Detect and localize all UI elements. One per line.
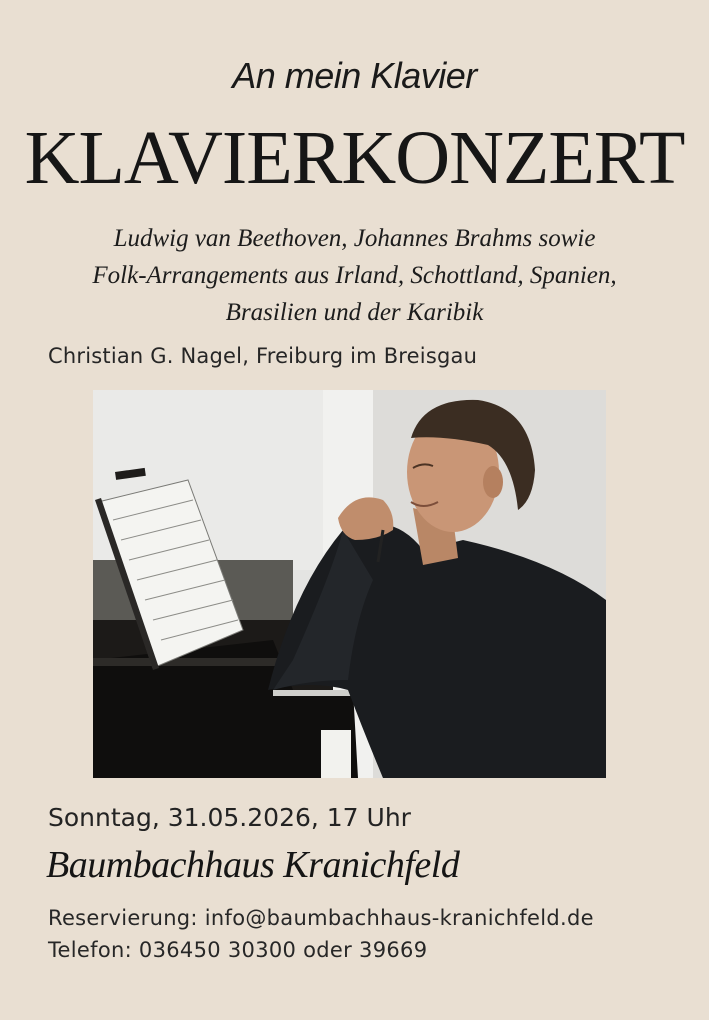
phone-contact: Telefon: 036450 30300 oder 39669 (48, 938, 428, 962)
program-line: Folk-Arrangements aus Irland, Schottland, Spanien, (92, 262, 617, 289)
reservation-contact: Reservierung: info@baumbachhaus-kranichfeld.de (48, 906, 594, 930)
program-description (0, 220, 709, 331)
program-line: Ludwig van Beethoven, Johannes Brahms sowie (113, 225, 596, 252)
poster-title: KLAVIERKONZERT (24, 116, 685, 200)
event-venue: Baumbachhaus Kranichfeld (46, 844, 460, 886)
program-line: Brasilien und der Karibik (225, 299, 484, 326)
pianist-photo (93, 390, 606, 778)
pianist-illustration (93, 390, 606, 778)
artist-name: Christian G. Nagel, Freiburg im Breisgau (48, 344, 478, 368)
event-date: Sonntag, 31.05.2026, 17 Uhr (48, 803, 411, 832)
poster-subtitle: An mein Klavier (232, 55, 477, 96)
